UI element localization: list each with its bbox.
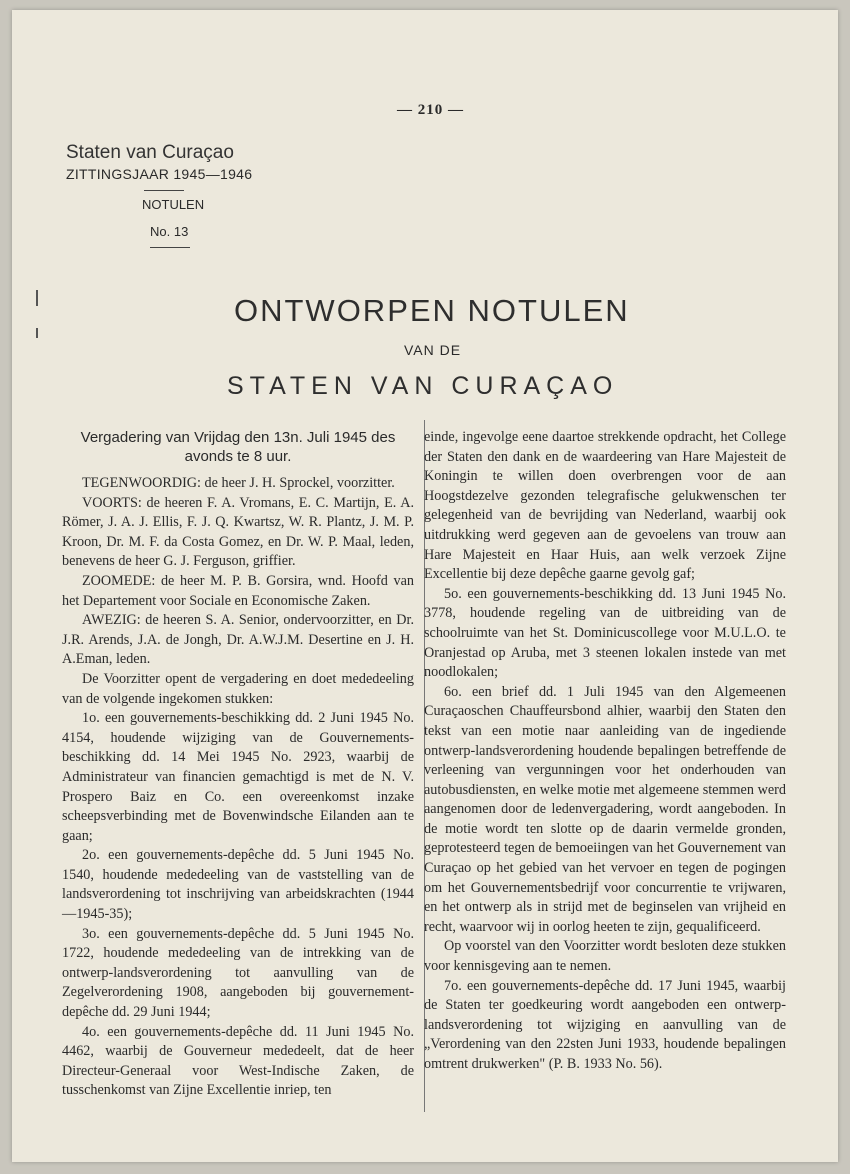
paragraph: 1o. een gouvernements-beschikking dd. 2 Juni 1945 No. 4154, houdende wijziging van de Gouvernements-beschikking dd. 14 Mei 1945 No. 2923, waarbij de Administrateur van financien gemachtigd is met de N. V. Prospero Baiz en Co. een overeenkomst inzake scheepsverbinding met de Bovenwindsche Eilanden aan te gaan; [62,710,414,844]
header-rule [144,190,184,191]
paragraph: Vergadering van Vrijdag den 13n. Juli 1945 des avonds te 8 uur. [80,429,396,465]
page-number: — 210 — [397,102,464,118]
header-session: ZITTINGSJAAR 1945—1946 [66,166,253,182]
header-rule-bottom [150,247,190,248]
paragraph: 3o. een gouvernements-depêche dd. 5 Juni 1945 No. 1722, houdende mededeeling van de intrekking van de ontwerp-landsverordening tot aanvulling van de Zegelverordening 1908, aangeboden bij gouvernement-depêche dd. 29 Juni 1944; [62,925,414,1021]
paragraph: 2o. een gouvernements-depêche dd. 5 Juni 1945 No. 1540, houdende mededeeling van de vaststelling van de landsverordening tot inschrijving van arbeidskrachten (1944—1945-35); [62,847,414,923]
paragraph: 6o. een brief dd. 1 Juli 1945 van den Algemeenen Curaçaoschen Chauffeursbond alhier, waarbij den Staten den tekst van een motie naar aanleiding van de ingediende ontwerp-landsverordening houdende bepalingen betreffende de verleening van vergunningen voor het onderhouden van autobusdiensten, en welke motie met algemeene stemmen werd aangenomen door de ledenvergadering, wordt aangeboden. In de motie wordt ten slotte op de daarin vermelde gronden, geprotesteerd tegen de bemoeiingen van het Gouvernement van Curaçao op het gebied van het vervoer en tegen de pogingen om het Gouvernementsbedrijf voor concurrentie te vrijwaren, en het ontwerp als in strijd met de beginselen van vrijheid en recht, waarvoor wij in oorlog heeten te zijn, gequalificeerd. [424,683,786,935]
header-block [66,142,286,248]
left-column [62,428,414,1101]
margin-mark [36,328,38,338]
paragraph: einde, ingevolge eene daartoe strekkende opdracht, het College der Staten den dank en de waardeering van Hare Majesteit de Koningin te willen doen overbrengen voor de aan Hoogstdezelve gezonden telegrafische gelukwenschen ter gelegenheid van de bevrijding van Nederland, waarbij ook uitdrukking werd gegeven aan de gevoelens van trouw aan Hare Majesteit en Haar Huis, aan welk verzoek Zijne Excellentie bij deze depêche gaarne gevolg gaf; [424,429,786,583]
right-column [424,428,786,1075]
paragraph: ZOOMEDE: de heer M. P. B. Gorsira, wnd. Hoofd van het Departement voor Sociale en Economische Zaken. [62,572,414,609]
paragraph: 5o. een gouvernements-beschikking dd. 13 Juni 1945 No. 3778, houdende regeling van de uitbreiding van de schoolruimte van het St. Dominicuscollege voor M.U.L.O. te Oranjestad op Aruba, met 3 steenen lokalen instede van met noodlokalen; [424,585,786,681]
page-title: ONTWORPEN NOTULEN [234,293,630,328]
title-connector: VAN DE [404,342,462,358]
header-number: No. 13 [150,224,189,239]
paragraph: VOORTS: de heeren F. A. Vromans, E. C. Martijn, E. A. Römer, J. A. J. Ellis, F. J. Q. Kwartsz, W. R. Plantz, J. M. P. Kroon, Dr. M. F. da Costa Gomez, en Dr. W. P. Maal, leden, benevens de heer G. J. Ferguson, griffier. [62,494,414,570]
document-page [12,10,838,1162]
paragraph: De Voorzitter opent de vergadering en doet mededeeling van de volgende ingekomen stukken: [62,670,414,707]
paragraph: 4o. een gouvernements-depêche dd. 11 Juni 1945 No. 4462, waarbij de Gouverneur mededeelt, dat de heer Directeur-Generaal voor West-Indische Zaken, de tusschenkomst van Zijne Excellentie inriep, ten [62,1023,414,1099]
page-subtitle: STATEN VAN CURAÇAO [227,372,619,400]
header-org: Staten van Curaçao [66,142,234,163]
paragraph: TEGENWOORDIG: de heer J. H. Sprockel, voorzitter. [82,475,395,491]
margin-mark [36,290,38,306]
header-label: NOTULEN [142,197,205,212]
paragraph: Op voorstel van den Voorzitter wordt besloten deze stukken voor kennisgeving aan te nemen. [424,938,786,975]
paragraph: AWEZIG: de heeren S. A. Senior, ondervoorzitter, en Dr. J.R. Arends, J.A. de Jongh, Dr. A.W.J.M. Desertine en J. H. A.Eman, leden. [62,612,414,668]
paragraph: 7o. een gouvernements-depêche dd. 17 Juni 1945, waarbij de Staten ter goedkeuring wordt aangeboden een ontwerp-landsverordening tot wijziging en aanvulling van de „Verordening van den 22sten Juni 1933, houdende bepalingen omtrent drukwerken" (P. B. 1933 No. 56). [424,977,786,1072]
